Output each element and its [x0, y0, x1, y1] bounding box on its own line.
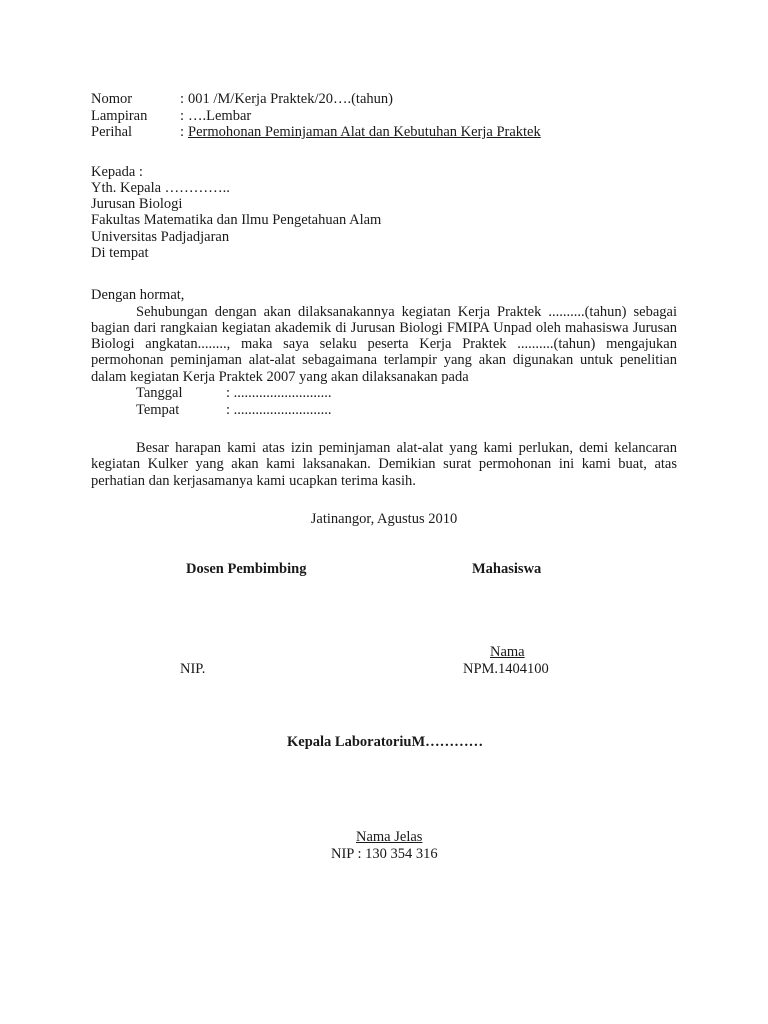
kepala-name-row	[91, 829, 677, 846]
tempat-label: Tempat	[136, 401, 180, 418]
dosen-nip: NIP.	[180, 661, 206, 678]
kepala-name: Nama Jelas	[356, 829, 423, 846]
recipient-line-yth: Yth. Kepala …………..	[91, 179, 230, 196]
tanggal-label: Tanggal	[136, 385, 183, 402]
spacer	[91, 578, 677, 644]
mahasiswa-title: Mahasiswa	[472, 561, 542, 578]
mahasiswa-name-row	[91, 644, 677, 661]
kepala-title-row	[91, 734, 677, 751]
perihal-value: Permohonan Peminjaman Alat dan Kebutuhan Kerja Praktek	[188, 124, 541, 140]
recipient-line-universitas: Universitas Padjadjaran	[91, 228, 230, 245]
tanggal-value: : ...........................	[226, 385, 332, 402]
nomor-row	[91, 91, 677, 108]
tempat-value: : ...........................	[226, 401, 332, 418]
letter-page	[91, 91, 677, 863]
recipient-line-jurusan: Jurusan Biologi	[91, 196, 183, 213]
greeting: Dengan hormat,	[91, 287, 185, 304]
signature-ids-row	[91, 661, 677, 678]
perihal-colon: :	[180, 124, 185, 140]
spacer	[91, 678, 677, 734]
kepala-nip: NIP : 130 354 316	[331, 846, 438, 863]
tempat-row	[91, 402, 677, 419]
mahasiswa-name: Nama	[490, 644, 525, 661]
spacer	[91, 418, 677, 440]
kepala-lab-title: Kepala LaboratoriuM…………	[287, 734, 484, 751]
paragraph-request: Sehubungan dengan akan dilaksanakannya kegiatan Kerja Praktek ..........(tahun) sebagai bagian dari rangkaian kegiatan akademik di Jurusan Biologi FMIPA Unpad oleh mahasiswa Jurusan Biologi angkatan........, maka saya selaku peserta Kerja Praktek ..........(tahun) mengajukan permohonan peminjaman alat-alat sebagaimana terlampir yang akan digunakan untuk penelitian dalam kegiatan Kerja Praktek 2007 yang akan dilaksanakan pada	[91, 303, 677, 385]
letter-header	[91, 91, 677, 141]
nomor-label: Nomor	[91, 91, 133, 107]
spacer	[91, 489, 677, 511]
perihal-label: Perihal	[91, 124, 133, 140]
nomor-colon: :	[180, 91, 185, 107]
letter-body	[91, 287, 677, 489]
dosen-pembimbing-title: Dosen Pembimbing	[186, 561, 307, 578]
spacer	[91, 261, 677, 278]
kepala-id-row	[91, 846, 677, 863]
signature-titles-row	[91, 561, 677, 578]
spacer	[91, 751, 677, 829]
paragraph-closing: Besar harapan kami atas izin peminjaman alat-alat yang kami perlukan, demi kelancaran kegiatan Kulker yang akan kami laksanakan. Demikian surat permohonan ini kami buat, atas perhatian dan kerjasamanya kami ucapkan terima kasih.	[91, 440, 677, 489]
lampiran-label: Lampiran	[91, 107, 148, 124]
mahasiswa-npm: NPM.1404100	[463, 661, 549, 678]
place-date: Jatinangor, Agustus 2010	[310, 510, 458, 527]
lampiran-colon: :	[180, 107, 185, 124]
tanggal-row	[91, 385, 677, 402]
spacer	[91, 527, 677, 561]
recipient-block	[91, 164, 677, 262]
signature-section	[91, 511, 677, 863]
perihal-row	[91, 124, 677, 141]
recipient-line-kepada: Kepada :	[91, 163, 143, 180]
recipient-line-fakultas: Fakultas Matematika dan Ilmu Pengetahuan Alam	[91, 212, 382, 229]
nomor-value: 001 /M/Kerja Praktek/20….(tahun)	[188, 91, 393, 107]
recipient-line-tempat: Di tempat	[91, 244, 149, 261]
spacer	[91, 141, 677, 158]
lampiran-row	[91, 108, 677, 125]
lampiran-value: ….Lembar	[188, 107, 252, 124]
